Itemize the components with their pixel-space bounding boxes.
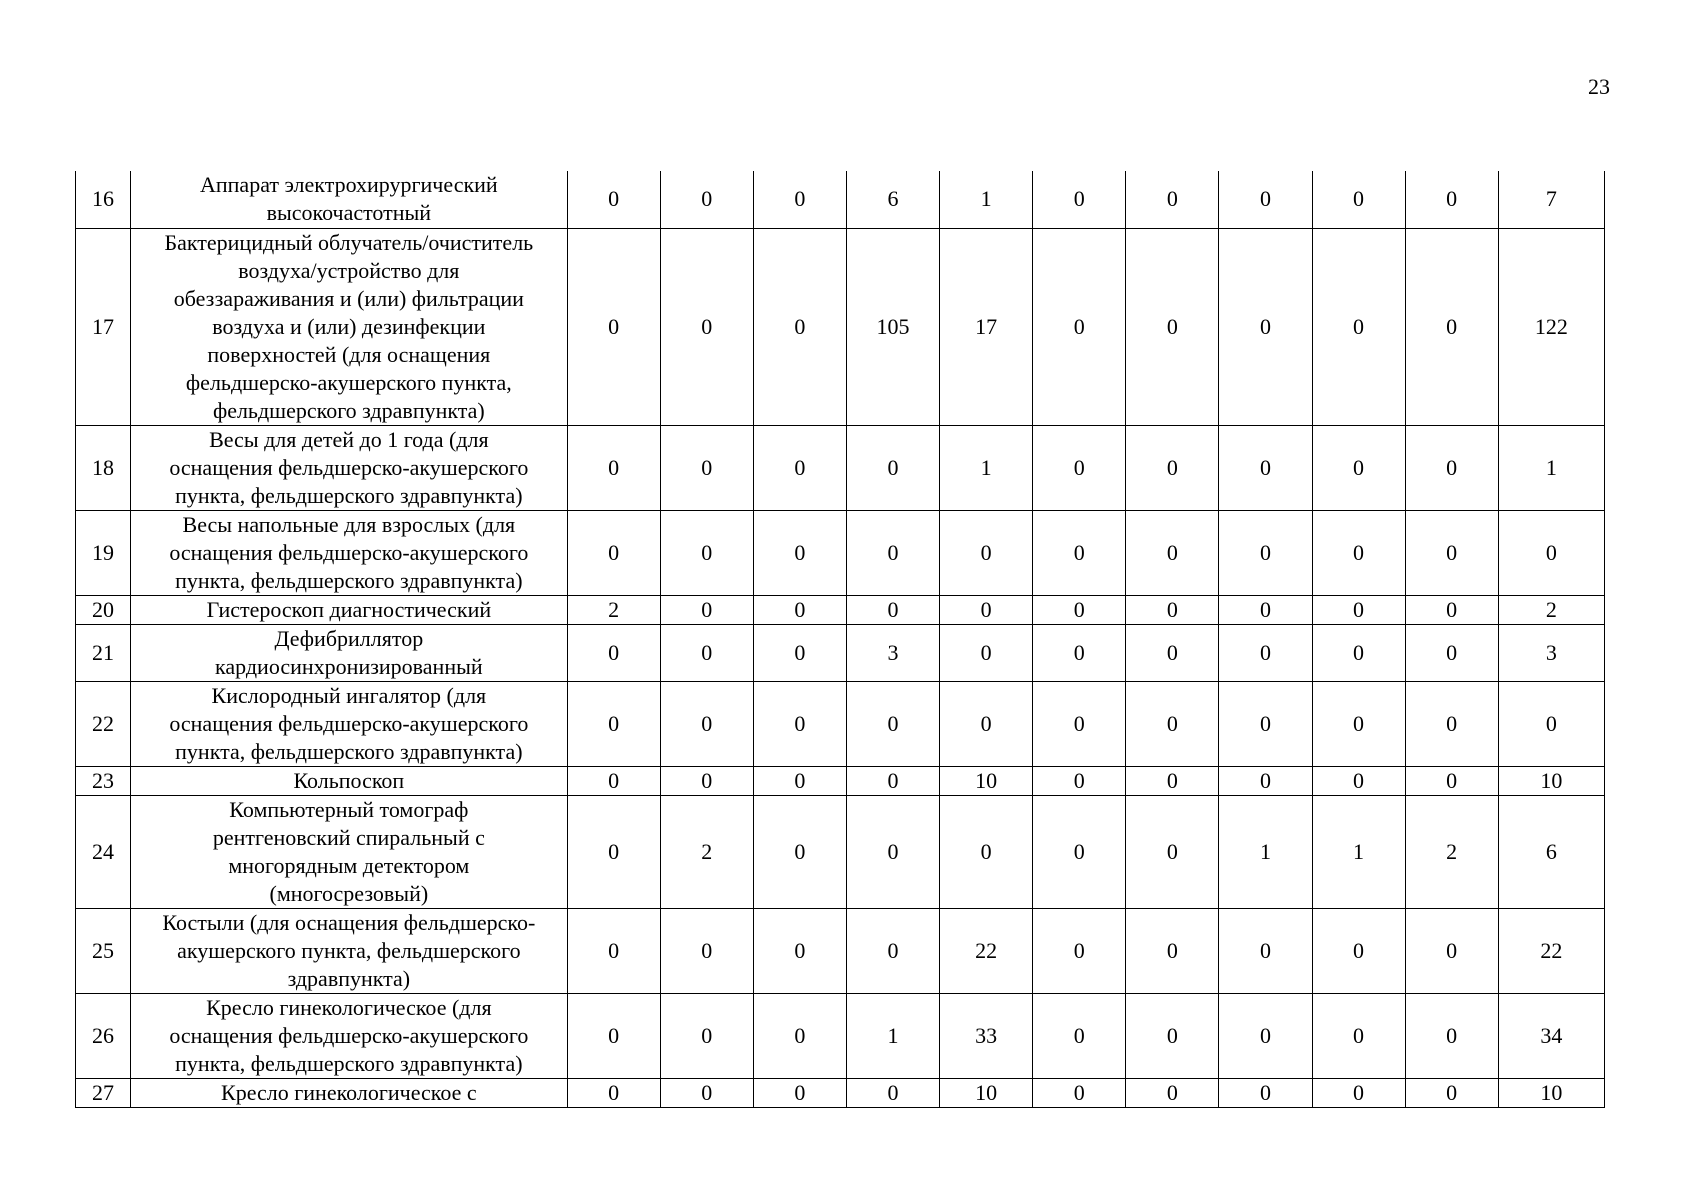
value-cell: 0 — [1126, 425, 1219, 510]
value-cell: 0 — [1405, 624, 1498, 681]
equipment-table — [75, 171, 1605, 1108]
value-cell: 0 — [1405, 510, 1498, 595]
value-cell: 0 — [660, 228, 753, 425]
table-row — [76, 624, 1605, 681]
value-cell: 0 — [940, 510, 1033, 595]
value-cell: 0 — [1219, 908, 1312, 993]
table-row — [76, 795, 1605, 908]
value-cell: 0 — [753, 171, 846, 228]
value-cell: 0 — [1219, 228, 1312, 425]
row-number-cell: 26 — [76, 993, 131, 1078]
value-cell: 1 — [940, 425, 1033, 510]
value-cell: 3 — [846, 624, 939, 681]
value-cell: 0 — [660, 595, 753, 624]
value-cell: 0 — [1312, 908, 1405, 993]
page-number: 23 — [1588, 74, 1610, 99]
table-row — [76, 908, 1605, 993]
total-cell: 7 — [1498, 171, 1604, 228]
row-number-cell: 16 — [76, 171, 131, 228]
value-cell: 0 — [940, 624, 1033, 681]
row-number-cell: 21 — [76, 624, 131, 681]
row-number-cell: 25 — [76, 908, 131, 993]
value-cell: 0 — [1312, 624, 1405, 681]
value-cell: 0 — [660, 510, 753, 595]
table-row — [76, 425, 1605, 510]
value-cell: 22 — [940, 908, 1033, 993]
value-cell: 0 — [1126, 624, 1219, 681]
value-cell: 0 — [567, 228, 660, 425]
value-cell: 0 — [1126, 171, 1219, 228]
value-cell: 0 — [1219, 624, 1312, 681]
value-cell: 2 — [660, 795, 753, 908]
total-cell: 0 — [1498, 510, 1604, 595]
total-cell: 10 — [1498, 766, 1604, 795]
value-cell: 0 — [846, 595, 939, 624]
table-row — [76, 510, 1605, 595]
total-cell: 3 — [1498, 624, 1604, 681]
value-cell: 0 — [660, 624, 753, 681]
total-cell: 122 — [1498, 228, 1604, 425]
value-cell: 0 — [1033, 993, 1126, 1078]
value-cell: 0 — [1033, 228, 1126, 425]
row-number-cell: 20 — [76, 595, 131, 624]
equipment-name-cell: Бактерицидный облучатель/очиститель воздуха/устройство для обеззараживания и (или) фильтрации воздуха и (или) дезинфекции поверхностей (для оснащения фельдшерско-акушерского пункта, фельдшерского здравпункта) — [131, 228, 568, 425]
value-cell: 0 — [660, 171, 753, 228]
table-row — [76, 171, 1605, 228]
value-cell: 1 — [940, 171, 1033, 228]
value-cell: 0 — [1405, 595, 1498, 624]
row-number-cell: 19 — [76, 510, 131, 595]
row-number-cell: 27 — [76, 1078, 131, 1107]
value-cell: 0 — [567, 766, 660, 795]
table-row — [76, 681, 1605, 766]
value-cell: 0 — [567, 510, 660, 595]
value-cell: 0 — [1033, 908, 1126, 993]
value-cell: 0 — [753, 510, 846, 595]
value-cell: 2 — [567, 595, 660, 624]
value-cell: 0 — [1405, 1078, 1498, 1107]
value-cell: 10 — [940, 1078, 1033, 1107]
value-cell: 17 — [940, 228, 1033, 425]
value-cell: 0 — [1033, 624, 1126, 681]
equipment-name-cell: Аппарат электрохирургический высокочастотный — [131, 171, 568, 228]
value-cell: 0 — [1312, 595, 1405, 624]
value-cell: 0 — [1405, 228, 1498, 425]
value-cell: 0 — [846, 766, 939, 795]
value-cell: 0 — [753, 425, 846, 510]
value-cell: 0 — [567, 171, 660, 228]
value-cell: 0 — [1033, 595, 1126, 624]
value-cell: 105 — [846, 228, 939, 425]
value-cell: 0 — [567, 908, 660, 993]
value-cell: 0 — [1219, 993, 1312, 1078]
value-cell: 0 — [1126, 228, 1219, 425]
value-cell: 0 — [1126, 510, 1219, 595]
value-cell: 0 — [1126, 766, 1219, 795]
value-cell: 0 — [1312, 228, 1405, 425]
total-cell: 2 — [1498, 595, 1604, 624]
value-cell: 0 — [1312, 681, 1405, 766]
value-cell: 0 — [846, 425, 939, 510]
row-number-cell: 18 — [76, 425, 131, 510]
value-cell: 0 — [1033, 681, 1126, 766]
value-cell: 0 — [660, 993, 753, 1078]
equipment-name-cell: Костыли (для оснащения фельдшерско- акушерского пункта, фельдшерского здравпункта) — [131, 908, 568, 993]
value-cell: 1 — [846, 993, 939, 1078]
value-cell: 0 — [1219, 425, 1312, 510]
table-row — [76, 993, 1605, 1078]
table-row — [76, 766, 1605, 795]
total-cell: 22 — [1498, 908, 1604, 993]
value-cell: 0 — [660, 1078, 753, 1107]
value-cell: 0 — [567, 681, 660, 766]
total-cell: 1 — [1498, 425, 1604, 510]
value-cell: 0 — [1312, 171, 1405, 228]
value-cell: 0 — [1033, 171, 1126, 228]
value-cell: 0 — [567, 624, 660, 681]
value-cell: 0 — [846, 510, 939, 595]
value-cell: 0 — [1312, 510, 1405, 595]
value-cell: 33 — [940, 993, 1033, 1078]
value-cell: 0 — [1405, 681, 1498, 766]
value-cell: 0 — [1126, 595, 1219, 624]
equipment-name-cell: Дефибриллятор кардиосинхронизированный — [131, 624, 568, 681]
equipment-name-cell: Кислородный ингалятор (для оснащения фельдшерско-акушерского пункта, фельдшерского здравпункта) — [131, 681, 568, 766]
value-cell: 0 — [1405, 908, 1498, 993]
total-cell: 6 — [1498, 795, 1604, 908]
value-cell: 0 — [1126, 908, 1219, 993]
value-cell: 0 — [660, 425, 753, 510]
row-number-cell: 24 — [76, 795, 131, 908]
value-cell: 0 — [1219, 1078, 1312, 1107]
equipment-name-cell: Весы напольные для взрослых (для оснащения фельдшерско-акушерского пункта, фельдшерского здравпункта) — [131, 510, 568, 595]
equipment-name-cell: Кольпоскоп — [131, 766, 568, 795]
value-cell: 0 — [567, 425, 660, 510]
value-cell: 0 — [753, 908, 846, 993]
value-cell: 0 — [1312, 766, 1405, 795]
value-cell: 0 — [1405, 425, 1498, 510]
value-cell: 0 — [1219, 510, 1312, 595]
value-cell: 0 — [1219, 766, 1312, 795]
value-cell: 0 — [846, 681, 939, 766]
value-cell: 0 — [1405, 171, 1498, 228]
value-cell: 0 — [940, 681, 1033, 766]
value-cell: 0 — [1405, 766, 1498, 795]
value-cell: 0 — [567, 993, 660, 1078]
value-cell: 0 — [660, 766, 753, 795]
value-cell: 0 — [1033, 1078, 1126, 1107]
equipment-name-cell: Кресло гинекологическое (для оснащения фельдшерско-акушерского пункта, фельдшерского здравпункта) — [131, 993, 568, 1078]
value-cell: 0 — [753, 228, 846, 425]
total-cell: 34 — [1498, 993, 1604, 1078]
value-cell: 0 — [753, 595, 846, 624]
equipment-name-cell: Компьютерный томограф рентгеновский спиральный с многорядным детектором (многосрезовый) — [131, 795, 568, 908]
total-cell: 0 — [1498, 681, 1604, 766]
equipment-name-cell: Кресло гинекологическое с — [131, 1078, 568, 1107]
value-cell: 0 — [567, 795, 660, 908]
value-cell: 0 — [1126, 681, 1219, 766]
equipment-table-body — [76, 171, 1605, 1107]
table-row — [76, 228, 1605, 425]
value-cell: 0 — [1219, 681, 1312, 766]
value-cell: 0 — [567, 1078, 660, 1107]
value-cell: 0 — [940, 595, 1033, 624]
value-cell: 10 — [940, 766, 1033, 795]
value-cell: 0 — [753, 624, 846, 681]
row-number-cell: 17 — [76, 228, 131, 425]
value-cell: 6 — [846, 171, 939, 228]
value-cell: 0 — [1033, 795, 1126, 908]
value-cell: 0 — [753, 795, 846, 908]
value-cell: 0 — [1126, 993, 1219, 1078]
value-cell: 0 — [1405, 993, 1498, 1078]
value-cell: 0 — [660, 908, 753, 993]
value-cell: 0 — [846, 795, 939, 908]
value-cell: 0 — [1219, 171, 1312, 228]
value-cell: 0 — [660, 681, 753, 766]
value-cell: 0 — [753, 1078, 846, 1107]
value-cell: 0 — [1126, 795, 1219, 908]
value-cell: 0 — [1126, 1078, 1219, 1107]
value-cell: 0 — [1312, 425, 1405, 510]
row-number-cell: 23 — [76, 766, 131, 795]
value-cell: 0 — [940, 795, 1033, 908]
value-cell: 0 — [846, 908, 939, 993]
value-cell: 0 — [846, 1078, 939, 1107]
value-cell: 0 — [1033, 510, 1126, 595]
table-row — [76, 595, 1605, 624]
value-cell: 0 — [753, 766, 846, 795]
value-cell: 0 — [1219, 595, 1312, 624]
table-row — [76, 1078, 1605, 1107]
value-cell: 0 — [1312, 993, 1405, 1078]
value-cell: 0 — [753, 681, 846, 766]
value-cell: 0 — [753, 993, 846, 1078]
value-cell: 1 — [1312, 795, 1405, 908]
value-cell: 0 — [1033, 766, 1126, 795]
value-cell: 0 — [1312, 1078, 1405, 1107]
total-cell: 10 — [1498, 1078, 1604, 1107]
row-number-cell: 22 — [76, 681, 131, 766]
value-cell: 1 — [1219, 795, 1312, 908]
equipment-name-cell: Весы для детей до 1 года (для оснащения фельдшерско-акушерского пункта, фельдшерского здравпункта) — [131, 425, 568, 510]
value-cell: 2 — [1405, 795, 1498, 908]
value-cell: 0 — [1033, 425, 1126, 510]
equipment-name-cell: Гистероскоп диагностический — [131, 595, 568, 624]
